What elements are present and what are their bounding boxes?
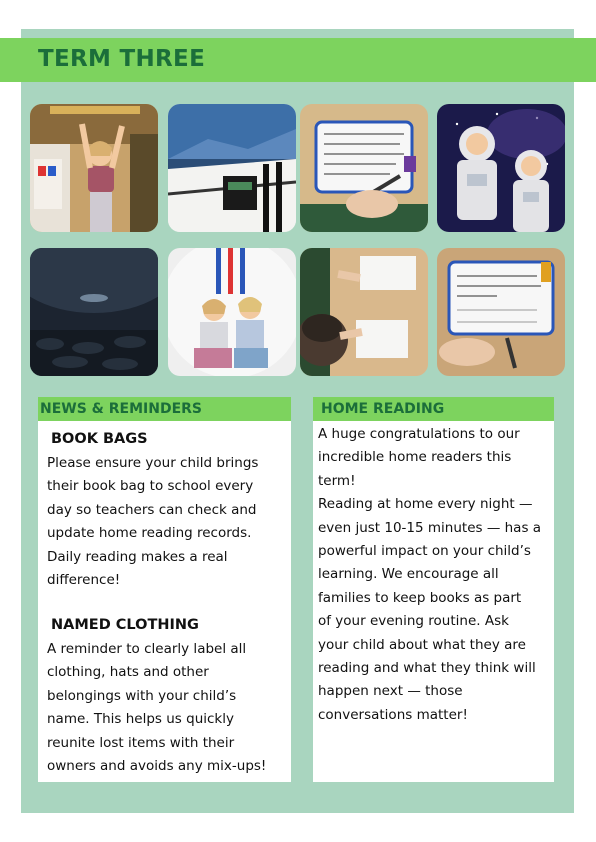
text-line: clothing, hats and other — [47, 664, 209, 681]
text-line: reunite lost items with their — [47, 734, 235, 751]
text-line: difference! — [47, 572, 121, 589]
photo-astronaut-cutout — [437, 104, 565, 232]
photo-planetarium — [30, 248, 158, 376]
named-clothing-text — [47, 638, 266, 778]
text-line: A reminder to clearly label all — [47, 641, 247, 657]
home-reading-card — [313, 421, 554, 782]
photo-handwriting-worksheet — [300, 104, 428, 232]
book-bags-text — [47, 452, 258, 592]
photo-worksheet-pencil — [437, 248, 565, 376]
photo-children-space-capsule — [168, 248, 296, 376]
news-card — [38, 421, 291, 782]
book-bags-title: BOOK BAGS — [51, 431, 148, 447]
photo-child-climbing — [30, 104, 158, 232]
text-line: day so teachers can check and — [47, 501, 257, 518]
home-reading-section-header — [313, 397, 554, 421]
text-line: reading and what they think will — [318, 660, 536, 677]
news-section-header — [38, 397, 291, 421]
text-line: even just 10-15 minutes — has a — [318, 519, 542, 536]
text-line: of your evening routine. Ask — [318, 613, 509, 630]
text-line: incredible home readers this — [318, 449, 512, 466]
text-line: powerful impact on your child’s — [318, 543, 531, 560]
home-reading-heading: HOME READING — [321, 401, 445, 417]
text-line: belongings with your child’s — [47, 687, 237, 704]
home-reading-text — [318, 423, 541, 727]
text-line: their book bag to school every — [47, 478, 254, 495]
text-line: Reading at home every night — — [318, 496, 533, 513]
text-line: learning. We encourage all — [318, 566, 499, 583]
photo-children-writing — [300, 248, 428, 376]
text-line: name. This helps us quickly — [47, 711, 234, 728]
text-line: A huge congratulations to our — [318, 426, 520, 442]
page-title: TERM THREE — [38, 46, 206, 72]
text-line: happen next — those — [318, 683, 463, 700]
photo-museum-exhibit — [168, 104, 296, 232]
title-banner — [0, 38, 596, 82]
text-line: your child about what they are — [318, 636, 526, 653]
text-line: families to keep books as part — [318, 589, 522, 606]
news-heading: NEWS & REMINDERS — [40, 401, 203, 417]
text-line: conversations matter! — [318, 706, 468, 723]
text-line: update home reading records. — [47, 525, 252, 542]
text-line: Daily reading makes a real — [47, 548, 228, 565]
text-line: owners and avoids any mix-ups! — [47, 758, 267, 775]
named-clothing-title: NAMED CLOTHING — [51, 617, 199, 633]
text-line: Please ensure your child brings — [47, 455, 259, 471]
text-line: term! — [318, 472, 356, 489]
